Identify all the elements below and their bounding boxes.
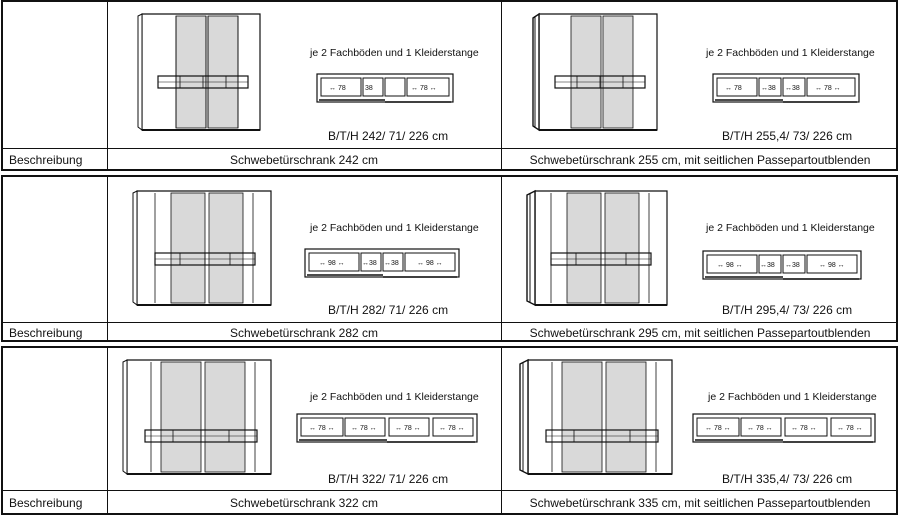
column-divider — [501, 2, 502, 169]
svg-text:38: 38 — [365, 85, 373, 92]
wardrobe-drawing-282 — [131, 189, 276, 309]
column-divider — [107, 2, 108, 169]
description-label: Beschreibung — [9, 153, 83, 167]
svg-text:↔ 78: ↔ 78 — [725, 85, 742, 92]
svg-text:↔ 78 ↔: ↔ 78 ↔ — [791, 425, 817, 432]
column-divider — [107, 348, 108, 513]
shelf-info: je 2 Fachböden und 1 Kleiderstange — [706, 222, 875, 234]
column-divider — [501, 348, 502, 513]
dimensions: B/T/H 282/ 71/ 226 cm — [328, 303, 449, 317]
svg-text:↔ 78 ↔: ↔ 78 ↔ — [815, 85, 841, 92]
row-divider — [3, 148, 896, 149]
description-label: Beschreibung — [9, 326, 83, 340]
svg-text:↔ 78 ↔: ↔ 78 ↔ — [747, 425, 773, 432]
description-text: Schwebetürschrank 255 cm, mit seitlichen Passepartoutblenden — [529, 153, 871, 167]
svg-text:↔ 98 ↔: ↔ 98 ↔ — [319, 260, 345, 267]
floorplan-295 — [701, 249, 863, 283]
floorplan-282 — [303, 247, 461, 281]
shelf-info: je 2 Fachböden und 1 Kleiderstange — [708, 391, 877, 403]
svg-text:↔38: ↔38 — [760, 262, 775, 269]
dimensions: B/T/H 255,4/ 73/ 226 cm — [722, 129, 853, 143]
svg-text:↔38: ↔38 — [362, 260, 377, 267]
dimensions: B/T/H 242/ 71/ 226 cm — [328, 129, 449, 143]
shelf-info: je 2 Fachböden und 1 Kleiderstange — [310, 47, 479, 59]
dimensions: B/T/H 295,4/ 73/ 226 cm — [722, 303, 853, 317]
svg-text:↔ 78 ↔: ↔ 78 ↔ — [411, 85, 437, 92]
svg-text:↔38: ↔38 — [785, 262, 800, 269]
column-divider — [107, 177, 108, 340]
shelf-info: je 2 Fachböden und 1 Kleiderstange — [706, 47, 875, 59]
floorplan-335 — [691, 412, 877, 446]
svg-text:↔38: ↔38 — [761, 85, 776, 92]
shelf-info: je 2 Fachböden und 1 Kleiderstange — [310, 222, 479, 234]
product-block-1 — [1, 0, 898, 171]
dimensions: B/T/H 335,4/ 73/ 226 cm — [722, 472, 853, 486]
dimensions: B/T/H 322/ 71/ 226 cm — [328, 472, 449, 486]
svg-text:↔ 78 ↔: ↔ 78 ↔ — [309, 425, 335, 432]
description-text: Schwebetürschrank 282 cm — [229, 326, 379, 340]
svg-text:↔ 78: ↔ 78 — [329, 85, 346, 92]
svg-text:↔ 98 ↔: ↔ 98 ↔ — [717, 262, 743, 269]
wardrobe-drawing-255 — [531, 12, 661, 134]
wardrobe-drawing-322 — [121, 358, 276, 478]
column-divider — [501, 177, 502, 340]
svg-text:↔38: ↔38 — [384, 260, 399, 267]
floorplan-242 — [315, 72, 455, 106]
description-text: Schwebetürschrank 335 cm, mit seitlichen Passepartoutblenden — [529, 496, 871, 510]
svg-text:↔ 78 ↔: ↔ 78 ↔ — [439, 425, 465, 432]
svg-text:↔ 78 ↔: ↔ 78 ↔ — [837, 425, 863, 432]
floorplan-322 — [295, 412, 479, 446]
product-block-2 — [1, 175, 898, 342]
svg-text:↔ 98 ↔: ↔ 98 ↔ — [417, 260, 443, 267]
wardrobe-drawing-295 — [525, 189, 670, 309]
floorplan-255 — [711, 72, 861, 106]
description-text: Schwebetürschrank 242 cm — [229, 153, 379, 167]
svg-text:↔38: ↔38 — [785, 85, 800, 92]
description-text: Schwebetürschrank 295 cm, mit seitlichen Passepartoutblenden — [529, 326, 871, 340]
wardrobe-drawing-335 — [518, 358, 678, 478]
description-label: Beschreibung — [9, 496, 83, 510]
svg-text:↔ 78 ↔: ↔ 78 ↔ — [705, 425, 731, 432]
product-block-3 — [1, 346, 898, 515]
wardrobe-drawing-242 — [136, 12, 266, 134]
row-divider — [3, 490, 896, 491]
shelf-info: je 2 Fachböden und 1 Kleiderstange — [310, 391, 479, 403]
svg-text:↔ 78 ↔: ↔ 78 ↔ — [395, 425, 421, 432]
description-text: Schwebetürschrank 322 cm — [229, 496, 379, 510]
row-divider — [3, 322, 896, 323]
svg-text:↔ 98 ↔: ↔ 98 ↔ — [819, 262, 845, 269]
svg-text:↔ 78 ↔: ↔ 78 ↔ — [351, 425, 377, 432]
